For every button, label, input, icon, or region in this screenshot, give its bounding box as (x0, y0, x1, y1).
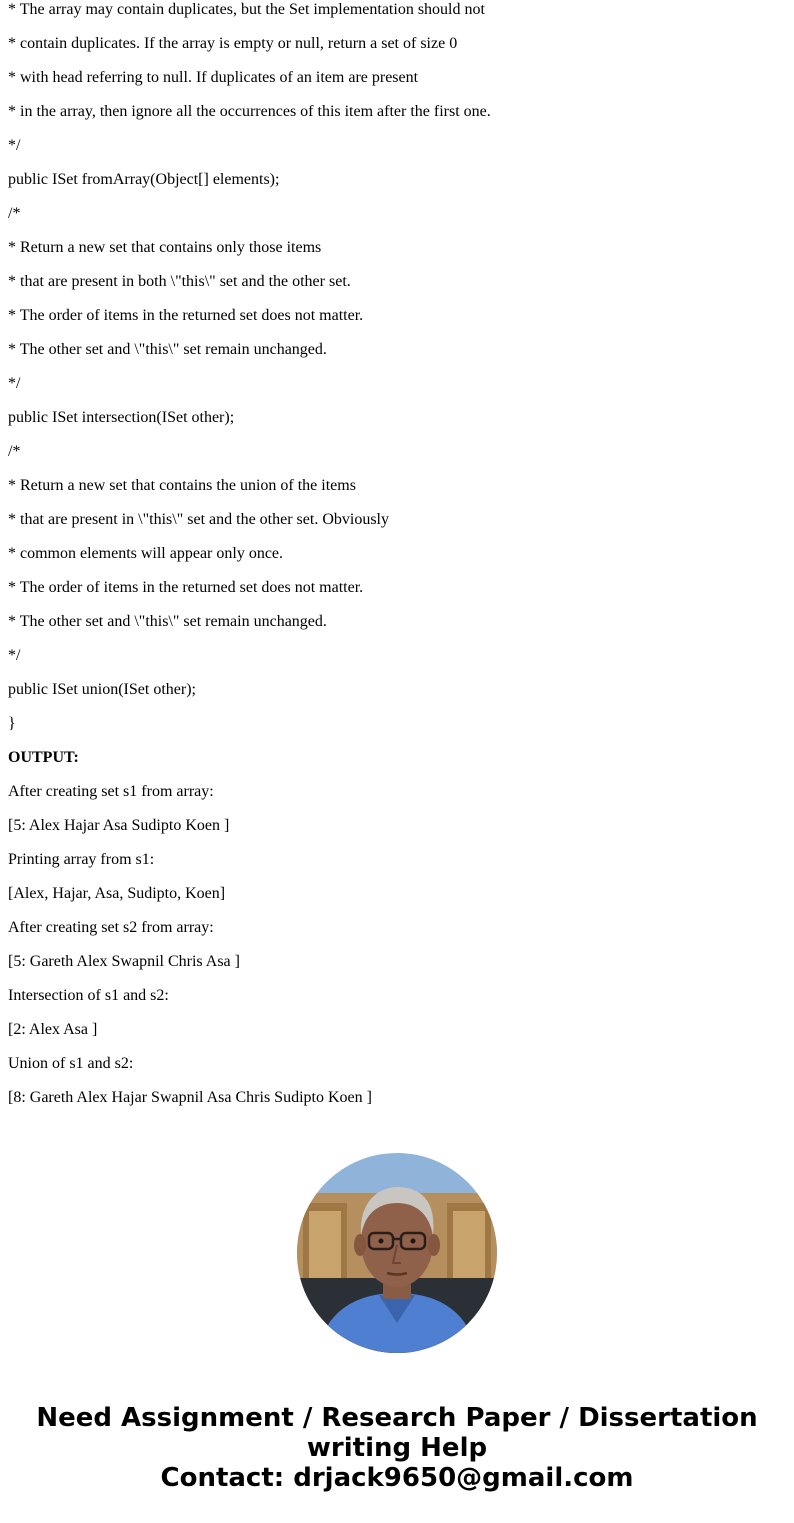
text-line: * contain duplicates. If the array is empty or null, return a set of size 0 (8, 35, 458, 52)
text-line: * The other set and \"this\" set remain unchanged. (8, 613, 327, 630)
text-line: public ISet intersection(ISet other); (8, 409, 235, 426)
text-line: * Return a new set that contains only those items (8, 239, 322, 256)
text-line: * The other set and \"this\" set remain unchanged. (8, 341, 327, 358)
author-avatar (297, 1153, 497, 1353)
text-line: public ISet union(ISet other); (8, 681, 196, 698)
text-line: [2: Alex Asa ] (8, 1021, 98, 1038)
text-line: */ (8, 647, 21, 664)
text-line: Printing array from s1: (8, 851, 155, 868)
text-line: * that are present in \"this\" set and the other set. Obviously (8, 511, 389, 528)
text-line: [5: Gareth Alex Swapnil Chris Asa ] (8, 953, 240, 970)
text-line: } (8, 715, 16, 732)
text-line: */ (8, 375, 21, 392)
document-body (8, 0, 788, 1122)
text-line: /* (8, 443, 21, 460)
text-line: * that are present in both \"this\" set and the other set. (8, 273, 351, 290)
promo-line-2: writing Help (306, 1433, 488, 1463)
section-heading: OUTPUT: (8, 749, 79, 766)
text-line: * The array may contain duplicates, but the Set implementation should not (8, 1, 485, 18)
text-line: */ (8, 137, 21, 154)
text-line: [Alex, Hajar, Asa, Sudipto, Koen] (8, 885, 226, 902)
text-line: Union of s1 and s2: (8, 1055, 134, 1072)
text-line: * The order of items in the returned set does not matter. (8, 307, 364, 324)
text-line: After creating set s2 from array: (8, 919, 214, 936)
text-line: * The order of items in the returned set does not matter. (8, 579, 364, 596)
text-line: * common elements will appear only once. (8, 545, 284, 562)
text-line: [8: Gareth Alex Hajar Swapnil Asa Chris Sudipto Koen ] (8, 1089, 372, 1106)
text-line: public ISet fromArray(Object[] elements); (8, 171, 280, 188)
text-line: Intersection of s1 and s2: (8, 987, 169, 1004)
text-line: * with head referring to null. If duplicates of an item are present (8, 69, 419, 86)
text-line: * Return a new set that contains the union of the items (8, 477, 356, 494)
person-portrait-icon (297, 1153, 497, 1353)
promo-banner (0, 1403, 794, 1493)
promo-line-1: Need Assignment / Research Paper / Dissertation (36, 1403, 758, 1433)
text-line: * in the array, then ignore all the occurrences of this item after the first one. (8, 103, 491, 120)
text-line: After creating set s1 from array: (8, 783, 214, 800)
promo-contact: Contact: drjack9650@gmail.com (160, 1463, 634, 1493)
text-line: /* (8, 205, 21, 222)
text-line: [5: Alex Hajar Asa Sudipto Koen ] (8, 817, 230, 834)
